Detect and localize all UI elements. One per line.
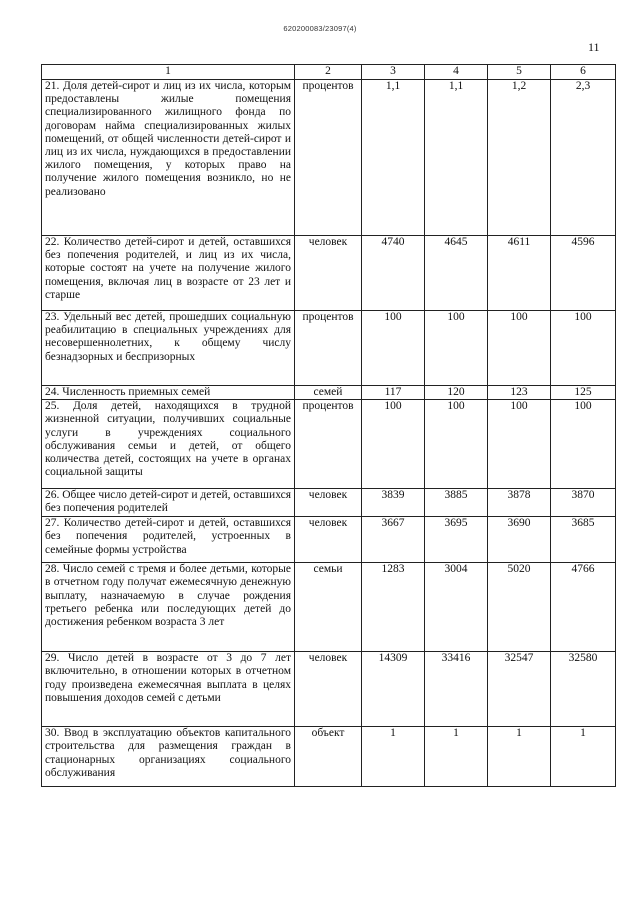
table-row <box>42 727 616 787</box>
value-cell: 100 <box>551 311 616 386</box>
value-cell: 3685 <box>551 517 616 563</box>
value-cell: 120 <box>425 386 488 400</box>
table-row <box>42 652 616 727</box>
value-cell: 4596 <box>551 236 616 311</box>
value-cell: 4740 <box>362 236 425 311</box>
value-cell: 3690 <box>488 517 551 563</box>
unit-cell: человек <box>295 652 362 727</box>
indicator-name: 24. Численность приемных семей <box>42 386 295 400</box>
table-row <box>42 311 616 386</box>
unit-cell: процентов <box>295 80 362 236</box>
value-cell: 1,1 <box>425 80 488 236</box>
column-header: 4 <box>425 65 488 80</box>
indicator-name: 26. Общее число детей-сирот и детей, оставшихся без попечения родителей <box>42 489 295 517</box>
value-cell: 1 <box>425 727 488 787</box>
document-id: 620200083/23097(4) <box>283 24 357 33</box>
value-cell: 5020 <box>488 563 551 652</box>
unit-cell: процентов <box>295 311 362 386</box>
indicator-name: 23. Удельный вес детей, прошедших социальную реабилитацию в специальных учреждениях для несовершеннолетних, к общему числу безнадзорных и беспризорных <box>42 311 295 386</box>
value-cell: 3870 <box>551 489 616 517</box>
value-cell: 3004 <box>425 563 488 652</box>
value-cell: 117 <box>362 386 425 400</box>
indicator-name: 29. Число детей в возрасте от 3 до 7 лет включительно, в отношении которых в отчетном году произведена ежемесячная выплата в целях повышения доходов семей с детьми <box>42 652 295 727</box>
column-header: 6 <box>551 65 616 80</box>
value-cell: 32580 <box>551 652 616 727</box>
value-cell: 2,3 <box>551 80 616 236</box>
column-header: 1 <box>42 65 295 80</box>
value-cell: 3878 <box>488 489 551 517</box>
value-cell: 1 <box>488 727 551 787</box>
page-number: 11 <box>588 40 600 54</box>
value-cell: 3839 <box>362 489 425 517</box>
table-row <box>42 386 616 400</box>
indicator-name: 28. Число семей с тремя и более детьми, которые в отчетном году получат ежемесячную денежную выплату, назначаемую в случае рождения третьего ребенка или последующих детей до достижения ребенком возраста 3 лет <box>42 563 295 652</box>
value-cell: 1,1 <box>362 80 425 236</box>
value-cell: 32547 <box>488 652 551 727</box>
unit-cell: объект <box>295 727 362 787</box>
indicator-name: 21. Доля детей-сирот и лиц из их числа, которым предоставлены жилые помещения специализированного жилищного фонда по договорам найма специализированных жилых помещений, от общей численности детей-сирот и лиц из их числа, нуждающихся в предоставлении жилого помещения, у которых право на получение жилого помещения возникло, но не реализовано <box>42 80 295 236</box>
table-row <box>42 400 616 489</box>
indicator-name: 25. Доля детей, находящихся в трудной жизненной ситуации, получивших социальные услуги в учреждениях социального обслуживания семьи и детей, от общего количества детей, состоящих на учете в органах социальной защиты <box>42 400 295 489</box>
unit-cell: человек <box>295 236 362 311</box>
unit-cell: семей <box>295 386 362 400</box>
indicator-name: 22. Количество детей-сирот и детей, оставшихся без попечения родителей, и лиц из их числа, которые состоят на учете на получение жилого помещения, включая лиц в возрасте от 23 лет и старше <box>42 236 295 311</box>
value-cell: 1 <box>362 727 425 787</box>
value-cell: 4611 <box>488 236 551 311</box>
value-cell: 14309 <box>362 652 425 727</box>
column-header: 5 <box>488 65 551 80</box>
column-header: 2 <box>295 65 362 80</box>
unit-cell: семьи <box>295 563 362 652</box>
indicator-name: 27. Количество детей-сирот и детей, оставшихся без попечения родителей, устроенных в семейные формы устройства <box>42 517 295 563</box>
value-cell: 100 <box>425 311 488 386</box>
unit-cell: процентов <box>295 400 362 489</box>
value-cell: 4766 <box>551 563 616 652</box>
column-header: 3 <box>362 65 425 80</box>
value-cell: 1283 <box>362 563 425 652</box>
value-cell: 3695 <box>425 517 488 563</box>
table-row <box>42 563 616 652</box>
value-cell: 100 <box>488 400 551 489</box>
value-cell: 100 <box>362 311 425 386</box>
value-cell: 4645 <box>425 236 488 311</box>
unit-cell: человек <box>295 517 362 563</box>
indicators-table <box>41 64 616 787</box>
value-cell: 125 <box>551 386 616 400</box>
value-cell: 100 <box>551 400 616 489</box>
table-header-row <box>42 65 616 80</box>
value-cell: 100 <box>488 311 551 386</box>
unit-cell: человек <box>295 489 362 517</box>
table-row <box>42 236 616 311</box>
value-cell: 100 <box>425 400 488 489</box>
table-row <box>42 489 616 517</box>
value-cell: 1,2 <box>488 80 551 236</box>
value-cell: 3885 <box>425 489 488 517</box>
value-cell: 1 <box>551 727 616 787</box>
value-cell: 3667 <box>362 517 425 563</box>
table-row <box>42 517 616 563</box>
value-cell: 100 <box>362 400 425 489</box>
value-cell: 33416 <box>425 652 488 727</box>
value-cell: 123 <box>488 386 551 400</box>
table-row <box>42 80 616 236</box>
indicator-name: 30. Ввод в эксплуатацию объектов капитального строительства для размещения граждан в стационарных организациях социального обслуживания <box>42 727 295 787</box>
